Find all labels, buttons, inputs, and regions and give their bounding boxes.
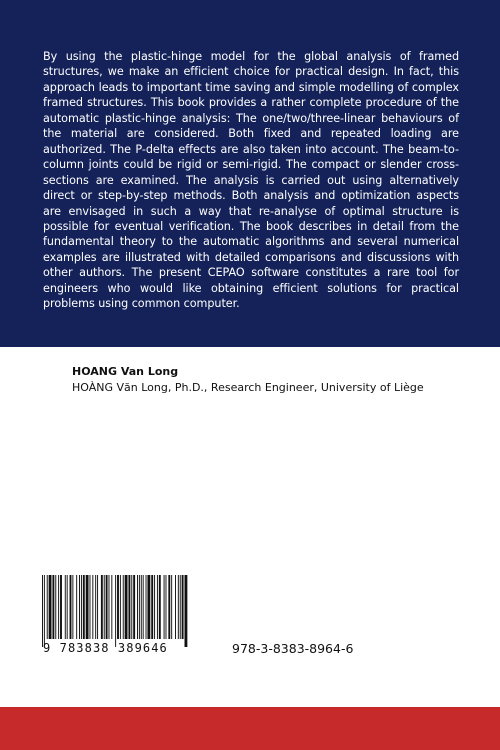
- isbn-barcode-icon: [40, 575, 188, 647]
- barcode-bar: [166, 575, 167, 639]
- barcode-bar: [178, 575, 179, 639]
- isbn-number: 978-3-8383-8964-6: [232, 641, 354, 656]
- author-bio: HOÀNG Văn Long, Ph.D., Research Engineer, University of Liège: [72, 381, 424, 394]
- barcode-bar: [104, 575, 105, 639]
- barcode-bar: [90, 575, 91, 639]
- barcode-bar: [151, 575, 153, 639]
- barcode-bar: [185, 575, 188, 647]
- barcode-bar: [139, 575, 140, 639]
- barcode-bar: [109, 575, 110, 639]
- barcode-bar: [115, 575, 116, 647]
- barcode-bar: [81, 575, 82, 639]
- barcode-bar: [86, 575, 89, 639]
- barcode-bar: [65, 575, 66, 639]
- barcode-bar: [180, 575, 181, 639]
- barcode-bar: [159, 575, 161, 639]
- barcode-bar: [137, 575, 138, 639]
- barcode-bar: [52, 575, 54, 639]
- barcode-bar: [146, 575, 147, 639]
- barcode-bar: [117, 575, 119, 639]
- bottom-color-band: [0, 707, 500, 750]
- barcode-bar: [58, 575, 59, 639]
- barcode-bar: [92, 575, 93, 639]
- barcode-bar: [168, 575, 170, 639]
- barcode-bar: [171, 575, 172, 639]
- barcode-bar: [154, 575, 155, 639]
- barcode-bar: [125, 575, 128, 639]
- barcode-bar: [79, 575, 80, 639]
- barcode-bar: [67, 575, 68, 639]
- barcode-bar: [47, 575, 48, 639]
- barcode-bar: [83, 575, 85, 639]
- barcode-bar: [157, 575, 158, 639]
- barcode-bar: [60, 575, 62, 639]
- barcode-bar: [182, 575, 184, 639]
- barcode-bar: [141, 575, 142, 639]
- barcode-bar: [72, 575, 73, 639]
- barcode-bar: [131, 575, 132, 639]
- barcode-bar: [123, 575, 124, 639]
- barcode-bar: [55, 575, 56, 639]
- barcode-bar: [70, 575, 72, 639]
- barcode-bar: [44, 575, 45, 647]
- barcode-bar: [133, 575, 135, 639]
- barcode-bar: [106, 575, 108, 639]
- barcode-bar: [143, 575, 144, 639]
- barcode-digits: 9 783838 389646: [43, 641, 168, 655]
- barcode-bar: [147, 575, 150, 639]
- book-blurb: By using the plastic-hinge model for the global analysis of framed structures, we make an efficient choice for practical design. In fact, this approach leads to important time saving and simple modelling of complex framed structures. This book provides a rather complete procedure of the automatic plastic-hinge analysis: The one/two/three-linear behaviours of the material are considered. Both fixed and repeated loading are authorized. The P-delta effects are also taken into account. The beam-to-column joints could be rigid or semi-rigid. The compact or slender cross-sections are examined. The analysis is carried out using alternatively direct or step-by-step methods. Both analysis and optimization aspects are envisaged in such a way that re-analyse of optimal structure is possible for eventual verification. The book describes in detail from the fundamental theory to the automatic algorithms and several numerical examples are illustrated with detailed comparisons and discussions with other authors. The present CEPAO software constitutes a rare tool for engineers who would like obtaining efficient solutions for practical problems using common computer.: [43, 50, 459, 311]
- barcode-bar: [76, 575, 77, 639]
- barcode-bar: [95, 575, 96, 639]
- barcode-bar: [164, 575, 165, 639]
- barcode-bar: [49, 575, 52, 639]
- barcode-bar: [97, 575, 98, 639]
- barcode-bar: [175, 575, 176, 639]
- barcode-bar: [111, 575, 112, 639]
- barcode-bar: [42, 575, 43, 647]
- author-name: HOANG Van Long: [72, 365, 179, 378]
- barcode-bar: [120, 575, 121, 639]
- barcode-bar: [101, 575, 103, 639]
- blurb-panel: [0, 0, 500, 347]
- barcode-bar: [128, 575, 130, 639]
